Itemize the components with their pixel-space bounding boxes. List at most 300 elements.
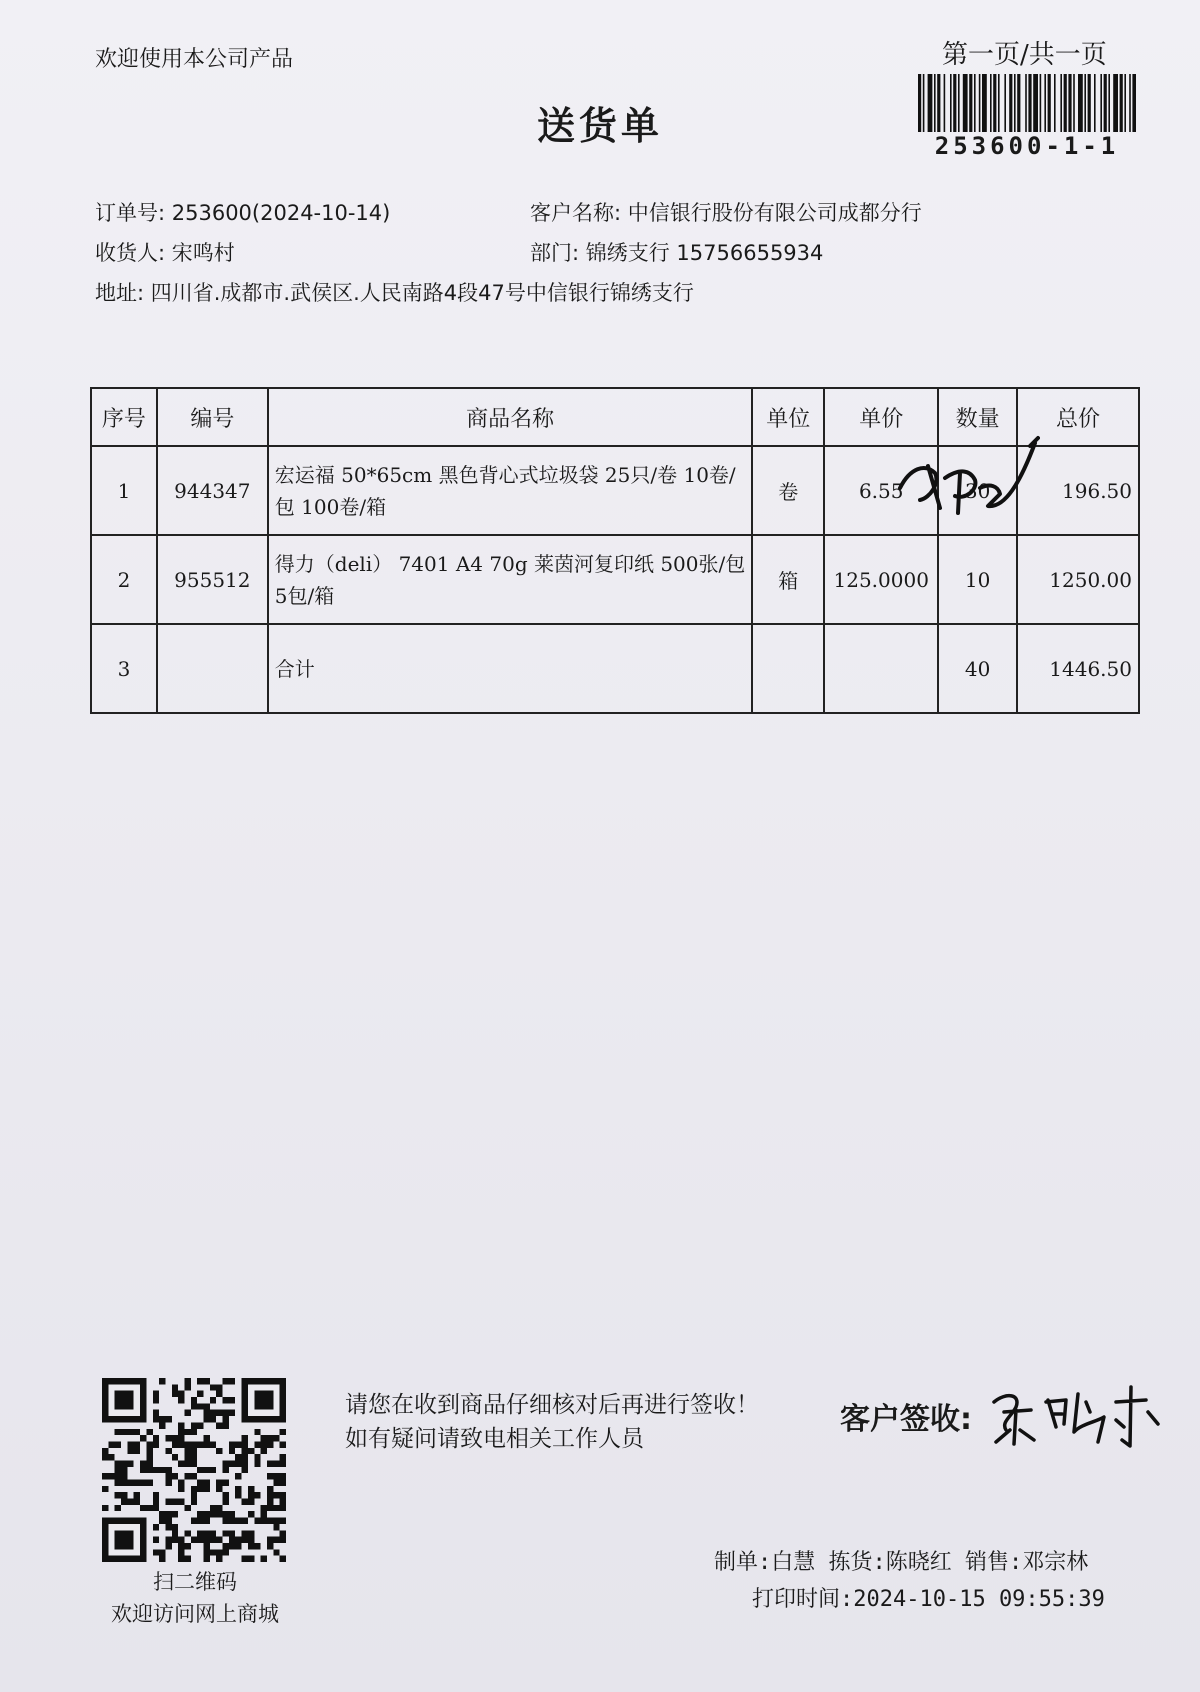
qr-module <box>127 1441 133 1447</box>
qr-module <box>127 1499 133 1505</box>
qr-module <box>178 1422 184 1428</box>
qr-module <box>146 1505 152 1511</box>
qr-module <box>153 1549 159 1555</box>
qr-module <box>127 1480 133 1486</box>
qr-module <box>140 1480 146 1486</box>
qr-module <box>115 1530 134 1549</box>
qr-module <box>121 1480 127 1486</box>
qr-module <box>121 1473 127 1479</box>
qr-module <box>197 1537 203 1543</box>
qr-module <box>146 1480 152 1486</box>
qr-module <box>235 1454 241 1460</box>
qr-module <box>204 1435 210 1441</box>
qr-module <box>280 1429 286 1435</box>
qr-module <box>267 1518 273 1524</box>
qr-module <box>248 1492 254 1498</box>
qr-module <box>216 1511 222 1517</box>
qr-module <box>261 1505 267 1511</box>
qr-module <box>191 1473 197 1479</box>
header-quantity: 数量 <box>938 388 1017 446</box>
order-number: 订单号: 253600(2024-10-14) <box>95 201 391 225</box>
qr-module <box>267 1441 273 1447</box>
qr-module <box>273 1473 279 1479</box>
qr-module <box>235 1473 241 1479</box>
qr-module <box>235 1486 241 1492</box>
qr-module <box>216 1480 222 1486</box>
qr-module <box>165 1524 171 1530</box>
qr-module <box>178 1397 184 1403</box>
qr-module <box>261 1448 267 1454</box>
qr-module <box>184 1505 190 1511</box>
qr-module <box>108 1473 114 1479</box>
qr-module <box>172 1391 178 1397</box>
qr-module <box>165 1543 171 1549</box>
document-title: 送货单 <box>536 104 663 148</box>
qr-module <box>216 1410 222 1416</box>
qr-module <box>178 1460 184 1466</box>
qr-module <box>273 1492 279 1498</box>
qr-module <box>273 1505 279 1511</box>
cell-seq: 1 <box>91 446 157 535</box>
cell-unit-price: 125.0000 <box>824 535 938 624</box>
qr-module <box>178 1549 184 1555</box>
qr-module <box>280 1537 286 1543</box>
qr-module <box>216 1448 222 1454</box>
qr-module <box>210 1549 216 1555</box>
qr-module <box>280 1499 286 1505</box>
qr-module <box>178 1480 184 1486</box>
qr-caption <box>70 1566 320 1630</box>
qr-module <box>134 1441 140 1447</box>
qr-caption-line1: 扫二维码 <box>153 1570 237 1594</box>
qr-module <box>280 1518 286 1524</box>
qr-module <box>184 1473 190 1479</box>
qr-module <box>140 1460 146 1466</box>
header-unit-price: 单价 <box>824 388 938 446</box>
qr-module <box>248 1537 254 1543</box>
qr-module <box>223 1518 229 1524</box>
qr-module <box>261 1441 267 1447</box>
qr-module <box>153 1537 159 1543</box>
qr-module <box>172 1499 178 1505</box>
qr-module <box>280 1454 286 1460</box>
qr-module <box>115 1391 134 1410</box>
qr-module <box>197 1378 203 1384</box>
qr-module <box>184 1448 190 1454</box>
qr-module <box>121 1429 127 1435</box>
qr-module <box>229 1511 235 1517</box>
cell-unit: 卷 <box>752 446 824 535</box>
qr-module <box>204 1410 210 1416</box>
qr-module <box>216 1505 222 1511</box>
qr-module <box>153 1416 159 1422</box>
qr-module <box>146 1448 152 1454</box>
qr-code <box>102 1378 286 1562</box>
qr-module <box>153 1499 159 1505</box>
qr-module <box>165 1448 171 1454</box>
qr-module <box>165 1416 171 1422</box>
qr-module <box>267 1505 273 1511</box>
qr-module <box>159 1518 165 1524</box>
qr-module <box>280 1473 286 1479</box>
qr-module <box>242 1556 248 1562</box>
qr-module <box>254 1518 260 1524</box>
cell-total: 1250.00 <box>1017 535 1139 624</box>
qr-module <box>204 1403 210 1409</box>
receipt-notice: 请您在收到商品仔细核对后再进行签收！如有疑问请致电相关工作人员 <box>345 1392 759 1452</box>
qr-module <box>115 1467 121 1473</box>
qr-module <box>223 1416 229 1422</box>
qr-module <box>184 1556 190 1562</box>
qr-module <box>267 1435 273 1441</box>
qr-module <box>242 1460 248 1466</box>
qr-module <box>191 1397 197 1403</box>
qr-module <box>273 1480 279 1486</box>
qr-module <box>165 1518 171 1524</box>
qr-module <box>153 1467 159 1473</box>
qr-module <box>115 1505 121 1511</box>
qr-module <box>242 1518 248 1524</box>
qr-module <box>159 1467 165 1473</box>
cell-unit-price: 6.55 <box>824 446 938 535</box>
qr-module <box>280 1441 286 1447</box>
qr-module <box>242 1435 248 1441</box>
qr-module <box>204 1537 210 1543</box>
qr-module <box>273 1524 279 1530</box>
qr-module <box>165 1537 171 1543</box>
qr-module <box>223 1543 229 1549</box>
qr-module <box>191 1441 197 1447</box>
qr-module <box>102 1486 108 1492</box>
qr-module <box>223 1460 229 1466</box>
cell-total-quantity: 40 <box>938 624 1017 713</box>
qr-module <box>153 1410 159 1416</box>
qr-module <box>267 1486 273 1492</box>
qr-module <box>235 1492 241 1498</box>
qr-module <box>191 1486 197 1492</box>
qr-module <box>254 1441 260 1447</box>
qr-module <box>242 1441 248 1447</box>
header-code: 编号 <box>157 388 268 446</box>
barcode-number: 253600-1-1 <box>934 132 1120 160</box>
receiver-name: 收货人: 宋鸣村 <box>95 241 235 265</box>
qr-module <box>153 1524 159 1530</box>
qr-module <box>115 1429 121 1435</box>
qr-module <box>191 1448 197 1454</box>
qr-module <box>242 1499 248 1505</box>
qr-module <box>159 1422 165 1428</box>
qr-module <box>197 1518 203 1524</box>
qr-module <box>280 1492 286 1498</box>
qr-module <box>248 1556 254 1562</box>
qr-module <box>210 1511 216 1517</box>
qr-module <box>172 1530 178 1536</box>
qr-module <box>184 1429 190 1435</box>
qr-module <box>248 1543 254 1549</box>
qr-module <box>172 1511 178 1517</box>
cell-total-label: 合计 <box>268 624 753 713</box>
qr-module <box>229 1543 235 1549</box>
qr-module <box>102 1505 108 1511</box>
qr-module <box>153 1492 159 1498</box>
qr-module <box>102 1454 108 1460</box>
staff-info: 制单:白慧 拣货:陈晓红 销售:邓宗林 <box>714 1550 1089 1575</box>
qr-module <box>204 1556 210 1562</box>
qr-module <box>261 1556 267 1562</box>
qr-module <box>204 1543 210 1549</box>
qr-module <box>197 1486 203 1492</box>
qr-module <box>216 1391 222 1397</box>
qr-module <box>165 1511 171 1517</box>
qr-module <box>165 1473 171 1479</box>
qr-module <box>248 1530 254 1536</box>
cell-product-name: 得力（deli） 7401 A4 70g 莱茵河复印纸 500张/包 5包/箱 <box>268 535 753 624</box>
header-seq: 序号 <box>91 388 157 446</box>
qr-module <box>121 1499 127 1505</box>
qr-module <box>204 1530 210 1536</box>
qr-module <box>248 1499 254 1505</box>
qr-caption-line2: 欢迎访问网上商城 <box>111 1602 279 1626</box>
customer-sign-label: 客户签收: <box>840 1402 972 1437</box>
qr-module <box>184 1384 190 1390</box>
qr-module <box>159 1416 165 1422</box>
qr-module <box>172 1435 178 1441</box>
cell-seq: 3 <box>91 624 157 713</box>
page-indicator: 第一页/共一页 <box>942 40 1107 70</box>
cell-code <box>157 624 268 713</box>
qr-module <box>178 1391 184 1397</box>
qr-module <box>197 1480 203 1486</box>
qr-module <box>184 1410 190 1416</box>
qr-module <box>216 1537 222 1543</box>
qr-module <box>223 1467 229 1473</box>
qr-module <box>267 1492 273 1498</box>
qr-module <box>108 1441 114 1447</box>
qr-module <box>197 1467 203 1473</box>
qr-module <box>204 1511 210 1517</box>
cell-unit <box>752 624 824 713</box>
qr-module <box>242 1448 248 1454</box>
qr-module <box>273 1537 279 1543</box>
qr-module <box>197 1422 203 1428</box>
qr-module <box>216 1384 222 1390</box>
qr-module <box>178 1441 184 1447</box>
qr-module <box>191 1429 197 1435</box>
qr-module <box>280 1505 286 1511</box>
qr-module <box>229 1378 235 1384</box>
qr-module <box>153 1505 159 1511</box>
qr-module <box>153 1397 159 1403</box>
qr-module <box>146 1460 152 1466</box>
qr-module <box>210 1505 216 1511</box>
qr-module <box>235 1518 241 1524</box>
qr-module <box>153 1391 159 1397</box>
qr-module <box>146 1454 152 1460</box>
cell-total: 196.50 <box>1017 446 1139 535</box>
cell-unit: 箱 <box>752 535 824 624</box>
qr-module <box>248 1486 254 1492</box>
table-row <box>91 535 1139 624</box>
qr-module <box>204 1416 210 1422</box>
cell-quantity: 10 <box>938 535 1017 624</box>
qr-module <box>235 1543 241 1549</box>
qr-module <box>204 1480 210 1486</box>
qr-module <box>184 1378 190 1384</box>
qr-module <box>115 1480 121 1486</box>
qr-module <box>280 1556 286 1562</box>
cell-grand-total: 1446.50 <box>1017 624 1139 713</box>
qr-module <box>191 1422 197 1428</box>
qr-module <box>172 1441 178 1447</box>
qr-module <box>204 1486 210 1492</box>
qr-module <box>267 1537 273 1543</box>
qr-module <box>172 1473 178 1479</box>
qr-module <box>235 1460 241 1466</box>
qr-module <box>159 1511 165 1517</box>
qr-module <box>273 1435 279 1441</box>
qr-module <box>140 1435 146 1441</box>
qr-module <box>178 1556 184 1562</box>
cell-code: 944347 <box>157 446 268 535</box>
department: 部门: 锦绣支行 15756655934 <box>530 241 824 265</box>
qr-module <box>216 1486 222 1492</box>
qr-module <box>178 1486 184 1492</box>
qr-module <box>172 1454 178 1460</box>
print-time: 打印时间:2024-10-15 09:55:39 <box>752 1587 1105 1612</box>
qr-module <box>115 1492 121 1498</box>
qr-module <box>223 1378 229 1384</box>
qr-module <box>280 1480 286 1486</box>
qr-module <box>254 1454 260 1460</box>
qr-module <box>165 1499 171 1505</box>
qr-module <box>223 1397 229 1403</box>
qr-module <box>159 1549 165 1555</box>
qr-module <box>210 1441 216 1447</box>
header-unit: 单位 <box>752 388 824 446</box>
cell-product-name: 宏运福 50*65cm 黑色背心式垃圾袋 25只/卷 10卷/包 100卷/箱 <box>268 446 753 535</box>
qr-module <box>216 1556 222 1562</box>
qr-module <box>197 1530 203 1536</box>
qr-module <box>191 1460 197 1466</box>
qr-module <box>204 1518 210 1524</box>
qr-module <box>254 1429 260 1435</box>
qr-module <box>254 1460 260 1466</box>
qr-module <box>115 1441 121 1447</box>
qr-module <box>229 1448 235 1454</box>
qr-module <box>229 1441 235 1447</box>
qr-module <box>191 1492 197 1498</box>
qr-module <box>165 1467 171 1473</box>
qr-module <box>242 1454 248 1460</box>
qr-module <box>191 1499 197 1505</box>
qr-module <box>197 1403 203 1409</box>
qr-module <box>134 1499 140 1505</box>
qr-module <box>229 1530 235 1536</box>
customer-name: 客户名称: 中信银行股份有限公司成都分行 <box>530 201 922 225</box>
qr-module <box>184 1441 190 1447</box>
qr-module <box>229 1537 235 1543</box>
qr-module <box>197 1391 203 1397</box>
qr-module <box>210 1467 216 1473</box>
qr-module <box>178 1435 184 1441</box>
qr-module <box>153 1435 159 1441</box>
qr-module <box>242 1467 248 1473</box>
handwritten-receipt-signature <box>880 428 1040 523</box>
cell-unit-price <box>824 624 938 713</box>
cell-code: 955512 <box>157 535 268 624</box>
qr-module <box>191 1454 197 1460</box>
qr-module <box>178 1499 184 1505</box>
welcome-text: 欢迎使用本公司产品 <box>95 47 294 72</box>
qr-module <box>134 1429 140 1435</box>
qr-module <box>280 1460 286 1466</box>
qr-module <box>223 1511 229 1517</box>
qr-module <box>204 1549 210 1555</box>
qr-module <box>223 1492 229 1498</box>
qr-module <box>223 1410 229 1416</box>
qr-module <box>184 1460 190 1466</box>
qr-module <box>223 1499 229 1505</box>
qr-module <box>184 1543 190 1549</box>
qr-module <box>146 1441 152 1447</box>
qr-module <box>115 1473 121 1479</box>
qr-module <box>216 1549 222 1555</box>
qr-module <box>210 1397 216 1403</box>
qr-module <box>204 1441 210 1447</box>
qr-module <box>146 1467 152 1473</box>
qr-module <box>191 1518 197 1524</box>
qr-module <box>178 1543 184 1549</box>
qr-module <box>159 1556 165 1562</box>
qr-module <box>127 1448 133 1454</box>
qr-module <box>184 1454 190 1460</box>
qr-module <box>210 1537 216 1543</box>
qr-module <box>204 1467 210 1473</box>
qr-module <box>229 1460 235 1466</box>
qr-module <box>172 1524 178 1530</box>
qr-module <box>267 1543 273 1549</box>
qr-module <box>140 1505 146 1511</box>
qr-module <box>210 1416 216 1422</box>
qr-module <box>254 1391 273 1410</box>
qr-module <box>280 1530 286 1536</box>
qr-module <box>172 1384 178 1390</box>
qr-module <box>108 1454 114 1460</box>
qr-module <box>235 1537 241 1543</box>
qr-module <box>115 1460 121 1466</box>
qr-module <box>121 1467 127 1473</box>
qr-module <box>121 1460 127 1466</box>
qr-module <box>235 1441 241 1447</box>
qr-module <box>242 1537 248 1543</box>
cell-quantity: 30 <box>938 446 1017 535</box>
qr-module <box>248 1511 254 1517</box>
qr-module <box>204 1378 210 1384</box>
qr-module <box>102 1448 108 1454</box>
qr-module <box>229 1410 235 1416</box>
header-total: 总价 <box>1017 388 1139 446</box>
qr-module <box>140 1467 146 1473</box>
qr-module <box>223 1549 229 1555</box>
qr-module <box>223 1530 229 1536</box>
qr-module <box>242 1530 248 1536</box>
customer-signature <box>986 1372 1166 1452</box>
qr-module <box>178 1537 184 1543</box>
qr-module <box>273 1518 279 1524</box>
qr-module <box>134 1448 140 1454</box>
qr-module <box>102 1473 108 1479</box>
qr-module <box>146 1429 152 1435</box>
